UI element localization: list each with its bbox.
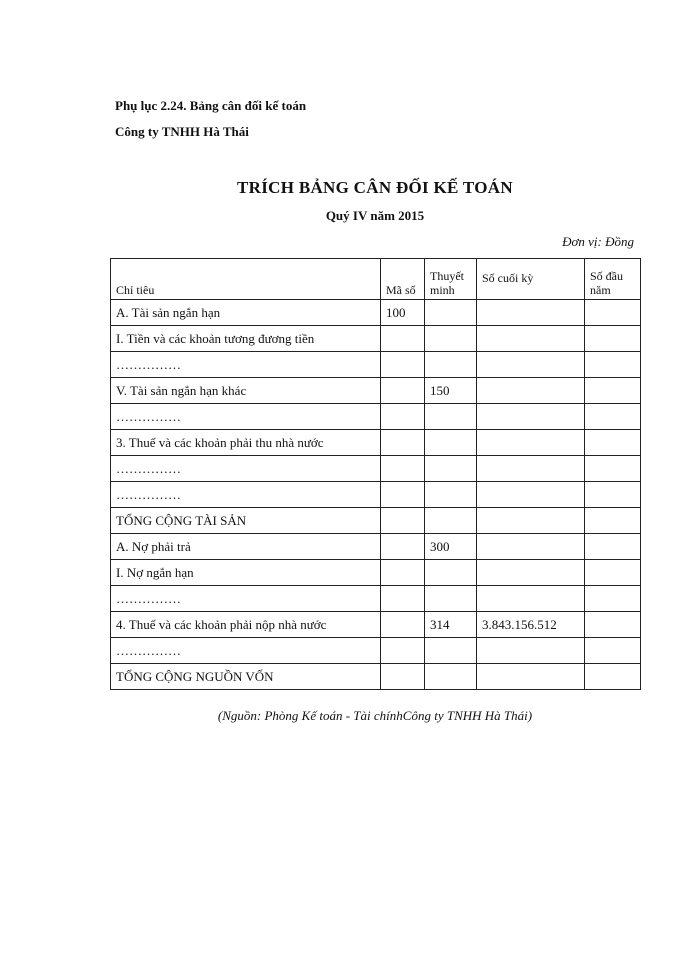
row-ending-balance bbox=[477, 586, 585, 612]
row-opening-balance bbox=[585, 378, 641, 404]
row-code bbox=[381, 456, 425, 482]
row-ending-balance bbox=[477, 404, 585, 430]
row-indicator: I. Nợ ngắn hạn bbox=[111, 560, 381, 586]
appendix-heading: Phụ lục 2.24. Bảng cân đối kế toán bbox=[115, 98, 307, 113]
row-code bbox=[381, 534, 425, 560]
table-row bbox=[111, 430, 641, 456]
table-row bbox=[111, 326, 641, 352]
row-opening-balance bbox=[585, 508, 641, 534]
table-body bbox=[111, 300, 641, 690]
table-row bbox=[111, 378, 641, 404]
row-opening-balance bbox=[585, 560, 641, 586]
row-opening-balance bbox=[585, 300, 641, 326]
row-code bbox=[381, 352, 425, 378]
row-note bbox=[425, 326, 477, 352]
row-code bbox=[381, 378, 425, 404]
row-opening-balance bbox=[585, 352, 641, 378]
row-note bbox=[425, 638, 477, 664]
row-ending-balance bbox=[477, 482, 585, 508]
row-note bbox=[425, 430, 477, 456]
row-opening-balance bbox=[585, 404, 641, 430]
row-ending-balance bbox=[477, 534, 585, 560]
row-ending-balance bbox=[477, 326, 585, 352]
row-indicator: …………… bbox=[111, 482, 381, 508]
row-indicator: I. Tiền và các khoản tương đương tiền bbox=[111, 326, 381, 352]
row-code bbox=[381, 638, 425, 664]
row-ending-balance: 3.843.156.512 bbox=[477, 612, 585, 638]
row-ending-balance bbox=[477, 378, 585, 404]
column-header-note: Thuyết minh bbox=[425, 259, 477, 300]
row-ending-balance bbox=[477, 456, 585, 482]
column-header-code: Mã số bbox=[381, 259, 425, 300]
table-row bbox=[111, 586, 641, 612]
column-header-opening-balance: Số đầu năm bbox=[585, 259, 641, 300]
row-ending-balance bbox=[477, 508, 585, 534]
row-note bbox=[425, 586, 477, 612]
row-note bbox=[425, 456, 477, 482]
row-code bbox=[381, 508, 425, 534]
table-header-row bbox=[111, 259, 641, 300]
column-header-indicator: Chỉ tiêu bbox=[111, 259, 381, 300]
row-note bbox=[425, 482, 477, 508]
table-row bbox=[111, 560, 641, 586]
row-code bbox=[381, 404, 425, 430]
table-row bbox=[111, 352, 641, 378]
row-opening-balance bbox=[585, 430, 641, 456]
row-opening-balance bbox=[585, 326, 641, 352]
row-indicator: …………… bbox=[111, 456, 381, 482]
table-row bbox=[111, 612, 641, 638]
row-indicator: A. Nợ phải trả bbox=[111, 534, 381, 560]
row-code bbox=[381, 612, 425, 638]
row-ending-balance bbox=[477, 430, 585, 456]
row-ending-balance bbox=[477, 352, 585, 378]
column-header-ending-balance: Số cuối kỳ bbox=[477, 259, 585, 300]
table-row bbox=[111, 534, 641, 560]
row-indicator: 4. Thuế và các khoản phải nộp nhà nước bbox=[111, 612, 381, 638]
row-code bbox=[381, 586, 425, 612]
table-row bbox=[111, 456, 641, 482]
table-row bbox=[111, 664, 641, 690]
row-indicator: …………… bbox=[111, 404, 381, 430]
row-ending-balance bbox=[477, 664, 585, 690]
row-code bbox=[381, 560, 425, 586]
table-row bbox=[111, 638, 641, 664]
row-note bbox=[425, 560, 477, 586]
balance-sheet-table bbox=[110, 258, 641, 690]
row-indicator: V. Tài sản ngắn hạn khác bbox=[111, 378, 381, 404]
row-code bbox=[381, 482, 425, 508]
row-indicator: …………… bbox=[111, 638, 381, 664]
company-name: Công ty TNHH Hà Thái bbox=[115, 124, 249, 139]
table-row bbox=[111, 300, 641, 326]
row-indicator: …………… bbox=[111, 352, 381, 378]
row-indicator: A. Tài sản ngắn hạn bbox=[111, 300, 381, 326]
row-note: 314 bbox=[425, 612, 477, 638]
table-row bbox=[111, 482, 641, 508]
row-opening-balance bbox=[585, 612, 641, 638]
row-note bbox=[425, 664, 477, 690]
row-note bbox=[425, 352, 477, 378]
row-opening-balance bbox=[585, 456, 641, 482]
row-note: 150 bbox=[425, 378, 477, 404]
row-note bbox=[425, 404, 477, 430]
row-indicator: …………… bbox=[111, 586, 381, 612]
row-code bbox=[381, 664, 425, 690]
row-ending-balance bbox=[477, 300, 585, 326]
row-indicator: TỔNG CỘNG NGUỒN VỐN bbox=[111, 664, 381, 690]
row-opening-balance bbox=[585, 586, 641, 612]
row-opening-balance bbox=[585, 638, 641, 664]
row-code: 100 bbox=[381, 300, 425, 326]
row-ending-balance bbox=[477, 638, 585, 664]
row-note bbox=[425, 300, 477, 326]
row-opening-balance bbox=[585, 534, 641, 560]
row-indicator: 3. Thuế và các khoản phải thu nhà nước bbox=[111, 430, 381, 456]
currency-unit: Đơn vị: Đồng bbox=[562, 234, 634, 249]
row-code bbox=[381, 430, 425, 456]
row-note: 300 bbox=[425, 534, 477, 560]
row-opening-balance bbox=[585, 664, 641, 690]
row-indicator: TỔNG CỘNG TÀI SẢN bbox=[111, 508, 381, 534]
table-row bbox=[111, 404, 641, 430]
row-ending-balance bbox=[477, 560, 585, 586]
row-opening-balance bbox=[585, 482, 641, 508]
table-row bbox=[111, 508, 641, 534]
row-code bbox=[381, 326, 425, 352]
row-note bbox=[425, 508, 477, 534]
document-subtitle: Quý IV năm 2015 bbox=[325, 208, 425, 223]
source-note: (Nguồn: Phòng Kế toán - Tài chínhCông ty TNHH Hà Thái) bbox=[217, 708, 533, 723]
document-title: TRÍCH BẢNG CÂN ĐỐI KẾ TOÁN bbox=[237, 178, 513, 197]
